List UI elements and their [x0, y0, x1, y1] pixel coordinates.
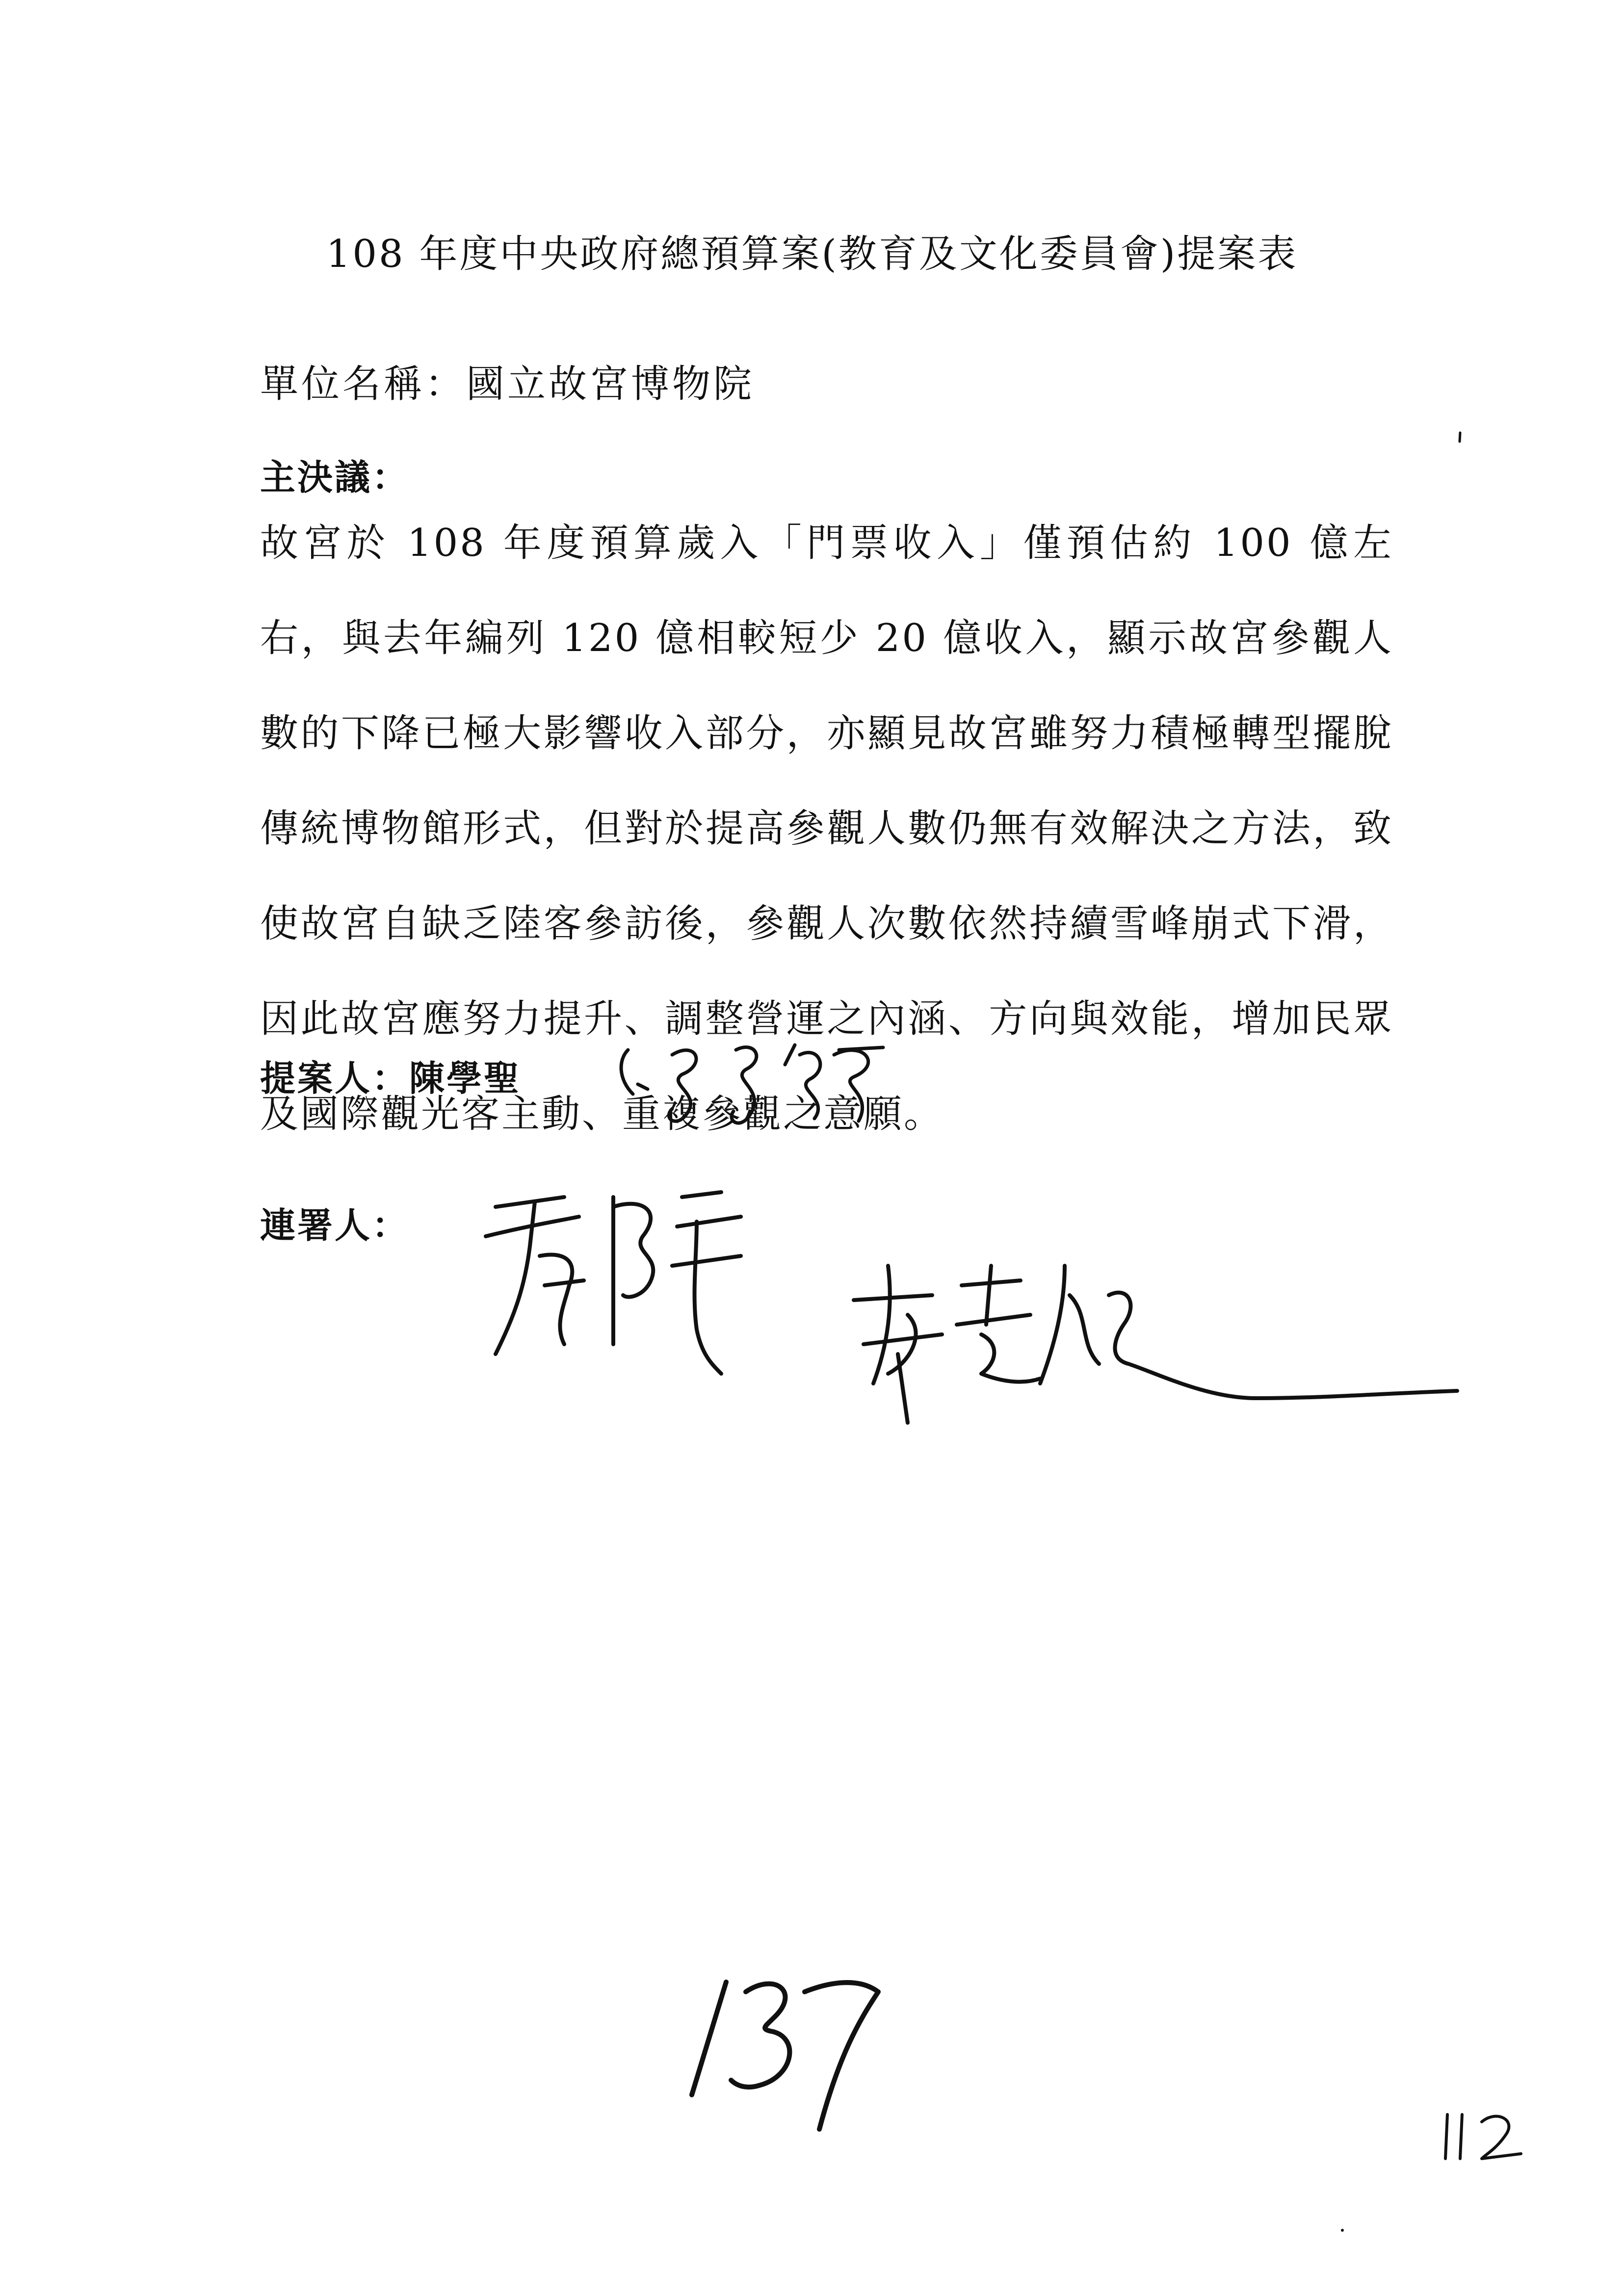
cosigner-signature-1	[466, 1168, 760, 1374]
unit-name: 單位名稱：國立故宮博物院	[260, 362, 755, 406]
main-resolution-label: 主決議：	[260, 457, 410, 498]
main-resolution-text: 故宮於 108 年度預算歲入「門票收入」僅預估約 100 億左右，與去年編列 120 億相較短少 20 億收入，顯示故宮參觀人數的下降已極大影響收入部分，亦顯見故宮雖努力積極轉型擺脫傳統博物館形式，但對於提高參觀人數仍無有效解決之方法，致使故宮自缺乏陸客參訪後，參觀人次數依然持續雪峰崩式下滑，因此故宮應努力提升、調整營運之內涵、方向與效能，增加民眾及國際觀光客主動、重複參觀之意願。	[260, 521, 1393, 1136]
proposer-signature	[608, 1020, 922, 1138]
handwritten-page-number-112	[1433, 2100, 1550, 2178]
proposer-label: 提案人：陳學聖	[260, 1058, 522, 1099]
scan-speck-2	[1339, 2227, 1345, 2233]
scan-speck-1	[1457, 432, 1463, 444]
cosigner-signature-2	[834, 1236, 1472, 1442]
document-title: 108 年度中央政府總預算案(教育及文化委員會)提案表	[326, 232, 1298, 276]
handwritten-page-number-137	[672, 1962, 888, 2139]
cosigner-label: 連署人：	[260, 1205, 410, 1246]
